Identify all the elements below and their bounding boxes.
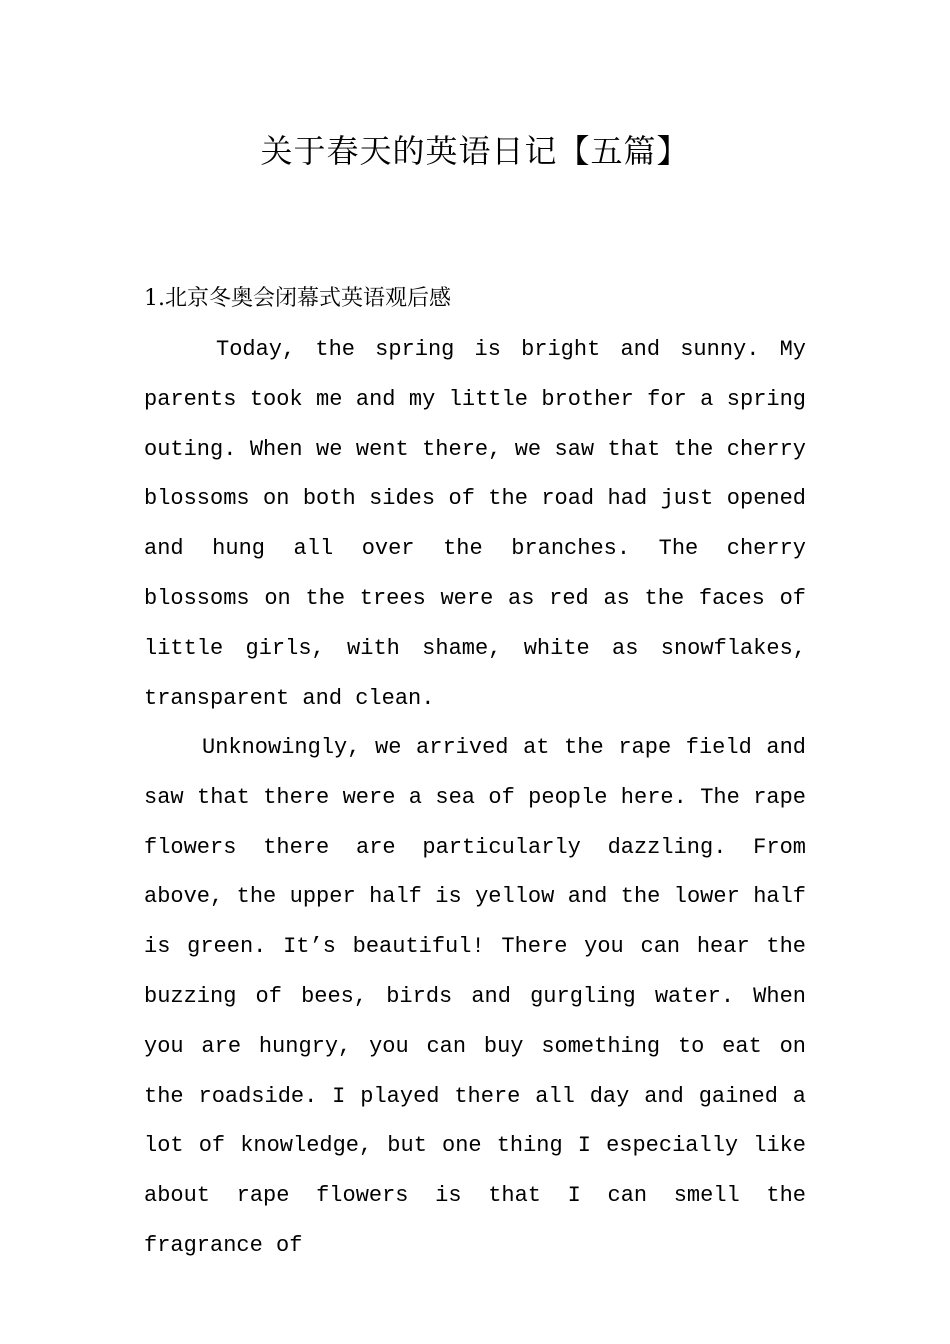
paragraph-1: Today, the spring is bright and sunny. My parents took me and my little brother for a spring outing. When we went there, we saw that the cherry blossoms on both sides of the road had just opened and hung all over the branches. The cherry blossoms on the trees were as red as the faces of little girls, with shame, white as snowflakes, transparent and clean. bbox=[144, 337, 806, 711]
paragraph-2: Unknowingly, we arrived at the rape field and saw that there were a sea of people here. The rape flowers there are particularly dazzling. From above, the upper half is yellow and the lower half is green. It’s beautiful! There you can hear the buzzing of bees, birds and gurgling water. When you are hungry, you can buy something to eat on the roadside. I played there all day and gained a lot of knowledge, but one thing I especially like about rape flowers is that I can smell the fragrance of bbox=[144, 735, 806, 1258]
section-heading: 1.北京冬奥会闭幕式英语观后感 bbox=[144, 286, 451, 311]
document-title: 关于春天的英语日记【五篇】 bbox=[260, 132, 690, 170]
